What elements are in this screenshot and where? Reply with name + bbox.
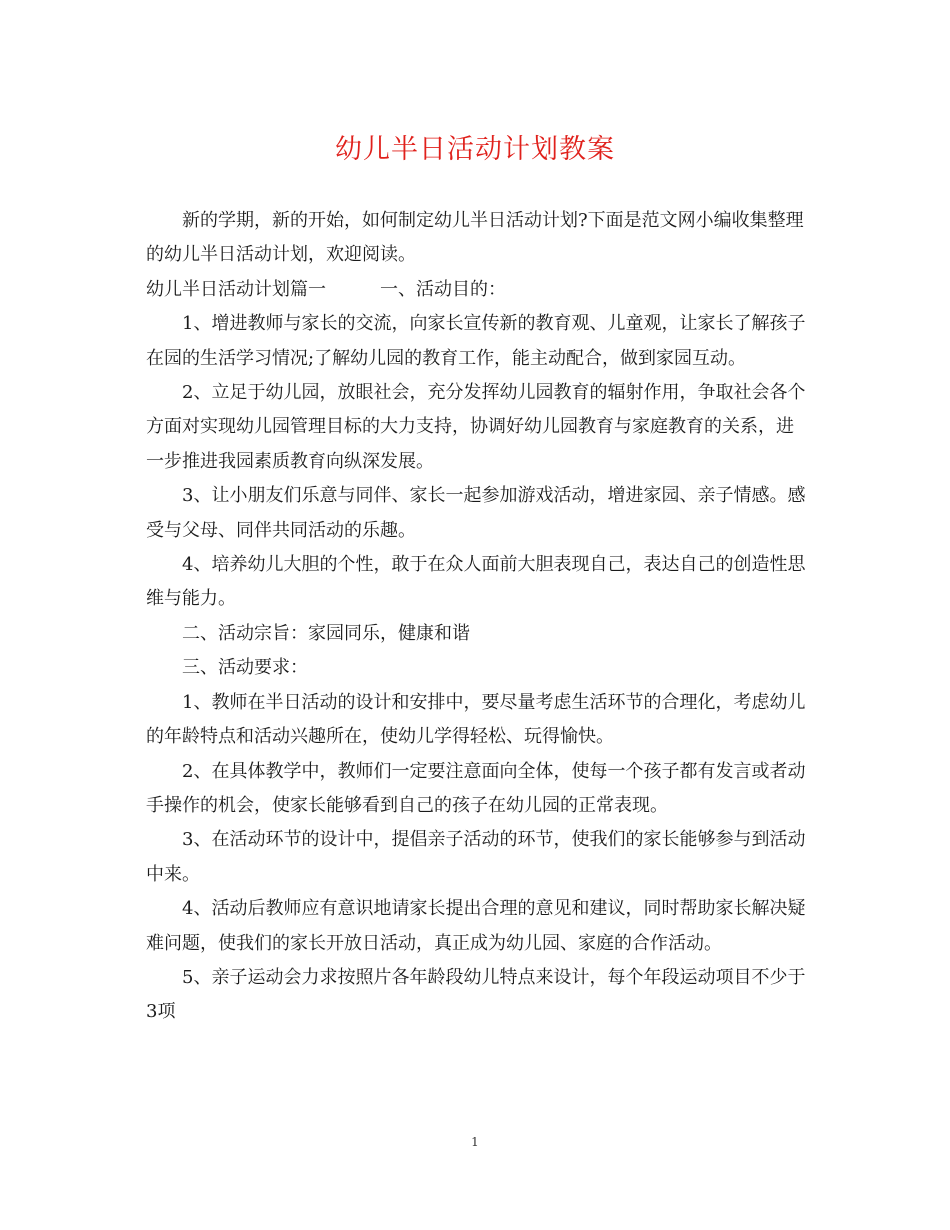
section-heading-requirements: 三、活动要求：	[182, 657, 308, 679]
requirement-item-5: 5、亲子运动会力求按照片各年龄段幼儿特点来设计，每个年段运动项目不少于3项	[146, 966, 806, 1023]
document-title: 幼儿半日活动计划教案	[335, 134, 615, 165]
purpose-item-3: 3、让小朋友们乐意与同伴、家长一起参加游戏活动，增进家园、亲子情感。感受与父母、同伴共同活动的乐趣。	[146, 485, 806, 541]
purpose-item-1: 1、增进教师与家长的交流，向家长宣传新的教育观、儿童观，让家长了解孩子在园的生活学习情况;了解幼儿园的教育工作，能主动配合，做到家园互动。	[146, 313, 806, 369]
requirement-item-4: 4、活动后教师应有意识地请家长提出合理的意见和建议，同时帮助家长解决疑难问题，使我们的家长开放日活动，真正成为幼儿园、家庭的合作活动。	[146, 898, 806, 954]
page-number: 1	[471, 1135, 479, 1149]
purpose-item-4: 4、培养幼儿大胆的个性，敢于在众人面前大胆表现自己，表达自己的创造性思维与能力。	[146, 554, 806, 610]
requirement-item-1: 1、教师在半日活动的设计和安排中，要尽量考虑生活环节的合理化，考虑幼儿的年龄特点和活动兴趣所在，使幼儿学得轻松、玩得愉快。	[146, 691, 806, 748]
document-body	[146, 204, 806, 1030]
intro-paragraph: 新的学期，新的开始，如何制定幼儿半日活动计划?下面是范文网小编收集整理的幼儿半日活动计划，欢迎阅读。	[146, 210, 804, 266]
section-heading-aim: 二、活动宗旨：家园同乐，健康和谐	[182, 622, 470, 644]
section-heading-purpose: 幼儿半日活动计划篇一 一、活动目的：	[146, 278, 506, 300]
requirement-item-2: 2、在具体教学中，教师们一定要注意面向全体，使每一个孩子都有发言或者动手操作的机会，使家长能够看到自己的孩子在幼儿园的正常表现。	[146, 760, 806, 816]
purpose-item-2: 2、立足于幼儿园，放眼社会，充分发挥幼儿园教育的辐射作用，争取社会各个方面对实现幼儿园管理目标的大力支持，协调好幼儿园教育与家庭教育的关系，进一步推进我园素质教育向纵深发展。	[146, 382, 806, 472]
requirement-item-3: 3、在活动环节的设计中，提倡亲子活动的环节，使我们的家长能够参与到活动中来。	[146, 829, 806, 885]
